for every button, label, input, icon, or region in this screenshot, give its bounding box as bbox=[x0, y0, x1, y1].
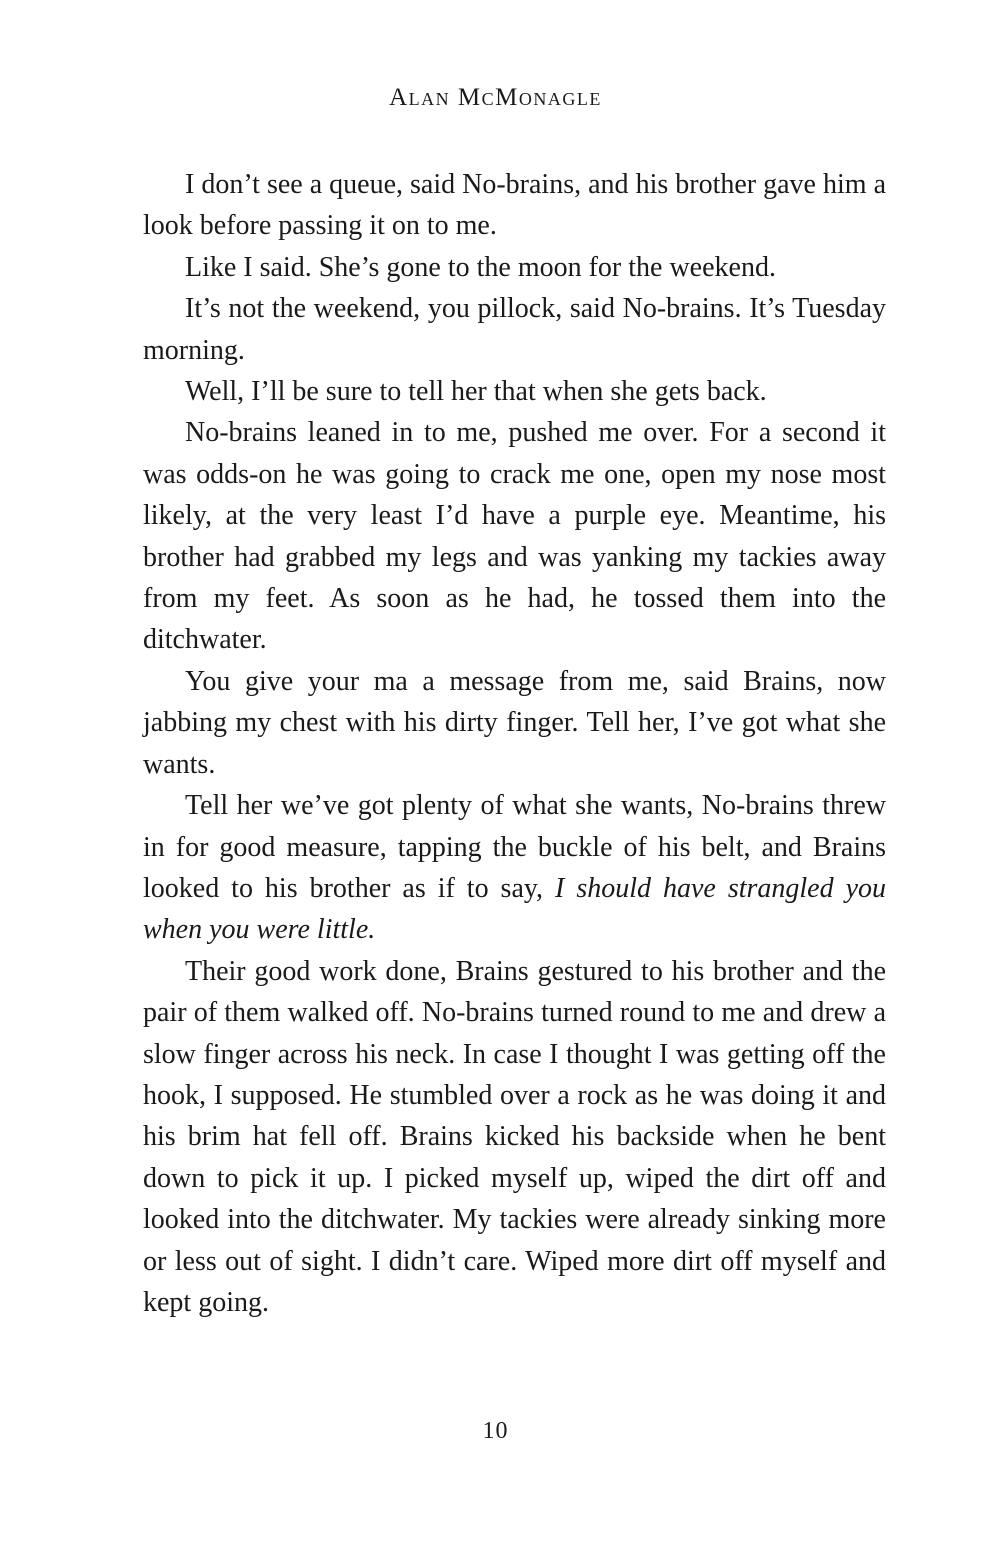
paragraph-text: Tell her we’ve got plenty of what she wants, No-brains threw in for good measure, tapping the buckle of his belt, and Brains looked to his brother as if to say, bbox=[143, 790, 886, 904]
paragraph: No-brains leaned in to me, pushed me over. For a second it was odds-on he was going to crack me one, open my nose most likely, at the very least I’d have a purple eye. Meantime, his brother had grabbed my legs and was yanking my tackies away from my feet. As soon as he had, he tossed them into the ditchwater. bbox=[143, 417, 886, 656]
paragraph: Well, I’ll be sure to tell her that when she gets back. bbox=[185, 376, 767, 408]
paragraph: I don’t see a queue, said No-brains, and his brother gave him a look before passing it on to me. bbox=[143, 169, 886, 242]
body-text bbox=[143, 164, 886, 1323]
running-head: Alan McMonagle bbox=[389, 84, 602, 111]
paragraph: Like I said. She’s gone to the moon for the weekend. bbox=[185, 251, 776, 283]
paragraph: It’s not the weekend, you pillock, said No-brains. It’s Tuesday morning. bbox=[143, 293, 886, 366]
paragraph bbox=[143, 785, 886, 951]
italic-thought: I should have strangled you when you were little. bbox=[143, 872, 887, 946]
paragraph: You give your ma a message from me, said Brains, now jabbing my chest with his dirty finger. Tell her, I’ve got what she wants. bbox=[143, 665, 886, 780]
paragraph: Their good work done, Brains gestured to his brother and the pair of them walked off. No-brains turned round to me and drew a slow finger across his neck. In case I thought I was getting off the hook, I supposed. He stumbled over a rock as he was doing it and his brim hat fell off. Brains kicked his backside when he bent down to pick it up. I picked myself up, wiped the dirt off and looked into the ditchwater. My tackies were already sinking more or less out of sight. I didn’t care. Wiped more dirt off myself and kept going. bbox=[143, 955, 886, 1318]
page-number: 10 bbox=[482, 1418, 509, 1444]
